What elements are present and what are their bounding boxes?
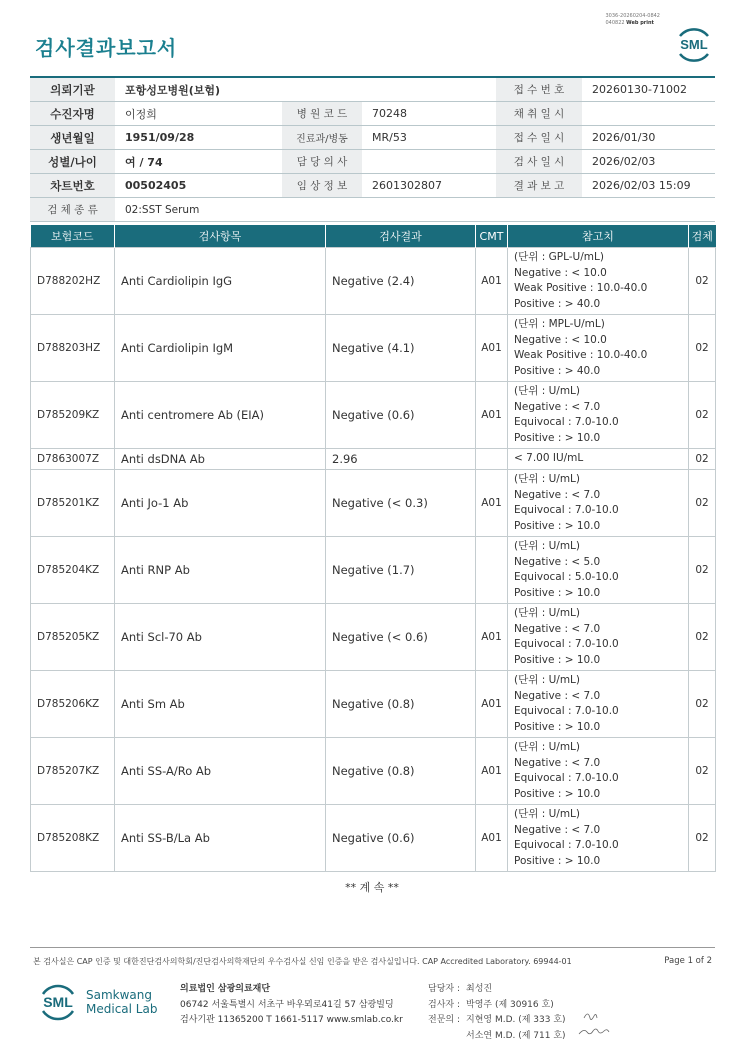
header-cmt: CMT — [476, 225, 508, 248]
reference-line: Positive : > 10.0 — [514, 431, 601, 444]
reference-line: Negative : < 7.0 — [514, 400, 601, 413]
test-code: D785209KZ — [31, 382, 115, 449]
footer-divider — [30, 947, 715, 948]
test-cmt: A01 — [476, 671, 508, 738]
reference-line: Negative : < 10.0 — [514, 333, 607, 346]
reference-line: Equivocal : 7.0-10.0 — [514, 839, 619, 851]
reference-line: (단위 : U/mL) — [514, 473, 580, 485]
test-item: Anti SS-B/La Ab — [115, 805, 326, 872]
reference-line: Equivocal : 5.0-10.0 — [514, 571, 619, 583]
test-code: D7863007Z — [31, 449, 115, 470]
header-specimen: 검체 — [689, 225, 716, 248]
clinical-label: 임 상 정 보 — [282, 174, 362, 198]
test-result: Negative (< 0.3) — [326, 470, 476, 537]
document-code-line1: 3036-20260204-0842 — [605, 13, 660, 19]
reference-line: Negative : < 10.0 — [514, 266, 607, 279]
sml-footer-logo-text: SML — [43, 994, 73, 1010]
footer-logo — [36, 980, 157, 1024]
reference-line: Negative : < 7.0 — [514, 488, 601, 501]
test-item: Anti Sm Ab — [115, 671, 326, 738]
test-cmt: A01 — [476, 738, 508, 805]
specimen-code: 02 — [689, 470, 716, 537]
specimen-code: 02 — [689, 671, 716, 738]
hospital-code-value: 70248 — [362, 102, 496, 126]
specimen-code: 02 — [689, 248, 716, 315]
result-row — [31, 315, 716, 382]
test-cmt: A01 — [476, 382, 508, 449]
specimen-code: 02 — [689, 604, 716, 671]
reference-line: Equivocal : 7.0-10.0 — [514, 772, 619, 784]
reference-range — [508, 671, 689, 738]
reference-range — [508, 604, 689, 671]
test-result: Negative (0.6) — [326, 382, 476, 449]
test-item: Anti centromere Ab (EIA) — [115, 382, 326, 449]
result-row — [31, 537, 716, 604]
test-code: D785208KZ — [31, 805, 115, 872]
org-contact: 검사기관 11365200 T 1661-5117 www.smlab.co.kr — [180, 1015, 403, 1025]
collect-date-label: 채 취 일 시 — [496, 102, 582, 126]
test-cmt — [476, 537, 508, 604]
org-info — [180, 982, 403, 1029]
result-row — [31, 671, 716, 738]
reference-line: Positive : > 10.0 — [514, 519, 601, 532]
specimen-code: 02 — [689, 537, 716, 604]
continued-marker: ** 계 속 ** — [345, 881, 399, 894]
hospital-code-label: 병 원 코 드 — [282, 102, 362, 126]
patient-info-table — [30, 76, 715, 222]
reference-range — [508, 315, 689, 382]
dept-value: MR/53 — [362, 126, 496, 150]
reference-range — [508, 537, 689, 604]
specimen-code: 02 — [689, 449, 716, 470]
test-cmt: A01 — [476, 315, 508, 382]
result-row — [31, 248, 716, 315]
specimen-code: 02 — [689, 315, 716, 382]
reference-line: Positive : > 10.0 — [514, 653, 601, 666]
test-item: Anti SS-A/Ro Ab — [115, 738, 326, 805]
reference-line: Positive : > 10.0 — [514, 854, 601, 867]
test-cmt: A01 — [476, 248, 508, 315]
reference-line: Equivocal : 7.0-10.0 — [514, 416, 619, 428]
sml-footer-logo-icon — [36, 980, 80, 1024]
test-code: D788203HZ — [31, 315, 115, 382]
test-cmt — [476, 449, 508, 470]
results-header-row — [31, 225, 716, 248]
requester-value: 포항성모병원(보험) — [115, 77, 496, 102]
test-cmt: A01 — [476, 470, 508, 537]
page-title: 검사결과보고서 — [35, 36, 178, 60]
receipt-date-label: 접 수 일 시 — [496, 126, 582, 150]
chart-label: 차트번호 — [30, 174, 115, 198]
test-code: D788202HZ — [31, 248, 115, 315]
receipt-no-label: 접 수 번 호 — [496, 77, 582, 102]
header-result: 검사결과 — [326, 225, 476, 248]
results-table — [30, 225, 716, 872]
sex-age-label: 성별/나이 — [30, 150, 115, 174]
result-row — [31, 470, 716, 537]
test-date-value: 2026/02/03 — [582, 150, 715, 174]
reference-line: Positive : > 10.0 — [514, 787, 601, 800]
test-result: Negative (< 0.6) — [326, 604, 476, 671]
reference-line: Weak Positive : 10.0-40.0 — [514, 349, 648, 361]
clinical-value: 2601302807 — [362, 174, 496, 198]
document-code-line2: 040822 Web print — [605, 20, 654, 26]
test-code: D785205KZ — [31, 604, 115, 671]
result-row — [31, 604, 716, 671]
test-result: Negative (0.8) — [326, 738, 476, 805]
reference-range — [508, 738, 689, 805]
dob-label: 생년월일 — [30, 126, 115, 150]
reference-line: Positive : > 10.0 — [514, 720, 601, 733]
sml-logo-icon — [672, 22, 716, 66]
test-item: Anti Cardiolipin IgG — [115, 248, 326, 315]
reference-line: Equivocal : 7.0-10.0 — [514, 504, 619, 516]
reference-line: Positive : > 40.0 — [514, 364, 601, 377]
sex-age-value: 여 / 74 — [115, 150, 282, 174]
report-value: 2026/02/03 15:09 — [582, 174, 715, 198]
reference-range — [508, 449, 689, 470]
reference-line: Positive : > 40.0 — [514, 297, 601, 310]
reference-line: Negative : < 7.0 — [514, 823, 601, 836]
reference-line: Weak Positive : 10.0-40.0 — [514, 282, 648, 294]
specimen-code: 02 — [689, 382, 716, 449]
reference-line: Equivocal : 7.0-10.0 — [514, 705, 619, 717]
test-date-label: 검 사 일 시 — [496, 150, 582, 174]
test-result: 2.96 — [326, 449, 476, 470]
logo-line2: Medical Lab — [86, 1002, 158, 1016]
reference-line: (단위 : MPL-U/mL) — [514, 318, 605, 330]
patient-value: 이정희 — [115, 102, 282, 126]
result-row — [31, 805, 716, 872]
reference-line: Positive : > 10.0 — [514, 586, 601, 599]
requester-label: 의뢰기관 — [30, 77, 115, 102]
test-code: D785204KZ — [31, 537, 115, 604]
staff-row: 검사자 : 박영주 (제 30916 호) — [428, 999, 554, 1010]
reference-line: (단위 : U/mL) — [514, 741, 580, 753]
signature-icon — [576, 1004, 612, 1044]
patient-label: 수진자명 — [30, 102, 115, 126]
result-row — [31, 738, 716, 805]
page-number: Page 1 of 2 — [664, 956, 712, 966]
document-code — [605, 13, 660, 27]
reference-line: (단위 : U/mL) — [514, 607, 580, 619]
test-result: Negative (4.1) — [326, 315, 476, 382]
org-address: 06742 서울특별시 서초구 바우뫼로41길 57 삼광빌딩 — [180, 999, 394, 1010]
logo-line1: Samkwang — [86, 988, 152, 1002]
result-row — [31, 449, 716, 470]
staff-row: 전문의 : 지현영 M.D. (제 333 호) — [428, 1015, 566, 1025]
org-name: 의료법인 삼광의료재단 — [180, 984, 271, 994]
reference-line: Negative : < 7.0 — [514, 622, 601, 635]
reference-line: (단위 : U/mL) — [514, 540, 580, 552]
reference-range — [508, 248, 689, 315]
reference-range — [508, 382, 689, 449]
receipt-no-value: 20260130-71002 — [582, 77, 715, 102]
staff-list — [428, 982, 566, 1044]
test-result: Negative (0.8) — [326, 671, 476, 738]
specimen-label: 검 체 종 류 — [30, 198, 115, 222]
specimen-code: 02 — [689, 805, 716, 872]
dob-value: 1951/09/28 — [115, 126, 282, 150]
reference-range — [508, 805, 689, 872]
staff-row: 서소연 M.D. (제 711 호) — [466, 1030, 566, 1041]
doctor-value — [362, 150, 496, 174]
staff-row: 담당자 : 최성진 — [428, 984, 493, 994]
test-result: Negative (0.6) — [326, 805, 476, 872]
test-result: Negative (1.7) — [326, 537, 476, 604]
result-row — [31, 382, 716, 449]
accreditation-notice: 본 검사실은 CAP 인증 및 대한진단검사의학회/진단검사의학재단의 우수검사실 신임 인증을 받은 검사실입니다. CAP Accredited Laboratory. 69944-01 — [33, 957, 572, 966]
header-code: 보험코드 — [31, 225, 115, 248]
receipt-date-value: 2026/01/30 — [582, 126, 715, 150]
report-label: 결 과 보 고 — [496, 174, 582, 198]
reference-line: Equivocal : 7.0-10.0 — [514, 638, 619, 650]
test-item: Anti Cardiolipin IgM — [115, 315, 326, 382]
reference-line: (단위 : U/mL) — [514, 674, 580, 686]
test-code: D785207KZ — [31, 738, 115, 805]
dept-label: 진료과/병동 — [282, 126, 362, 150]
reference-line: < 7.00 IU/mL — [514, 452, 584, 465]
test-item: Anti Scl-70 Ab — [115, 604, 326, 671]
test-result: Negative (2.4) — [326, 248, 476, 315]
sml-logo-text: SML — [680, 37, 708, 52]
test-item: Anti RNP Ab — [115, 537, 326, 604]
specimen-code: 02 — [689, 738, 716, 805]
test-cmt: A01 — [476, 805, 508, 872]
test-code: D785206KZ — [31, 671, 115, 738]
reference-line: (단위 : U/mL) — [514, 808, 580, 820]
chart-value: 00502405 — [115, 174, 282, 198]
reference-line: Negative : < 7.0 — [514, 756, 601, 769]
reference-range — [508, 470, 689, 537]
test-code: D785201KZ — [31, 470, 115, 537]
doctor-label: 담 당 의 사 — [282, 150, 362, 174]
reference-line: (단위 : GPL-U/mL) — [514, 251, 604, 263]
web-print-label: Web print — [626, 20, 654, 26]
header-reference: 참고치 — [508, 225, 689, 248]
specimen-value: 02:SST Serum — [115, 198, 715, 222]
test-item: Anti Jo-1 Ab — [115, 470, 326, 537]
reference-line: (단위 : U/mL) — [514, 385, 580, 397]
header-item: 검사항목 — [115, 225, 326, 248]
reference-line: Negative : < 5.0 — [514, 555, 601, 568]
test-item: Anti dsDNA Ab — [115, 449, 326, 470]
reference-line: Negative : < 7.0 — [514, 689, 601, 702]
test-cmt: A01 — [476, 604, 508, 671]
collect-date-value — [582, 102, 715, 126]
